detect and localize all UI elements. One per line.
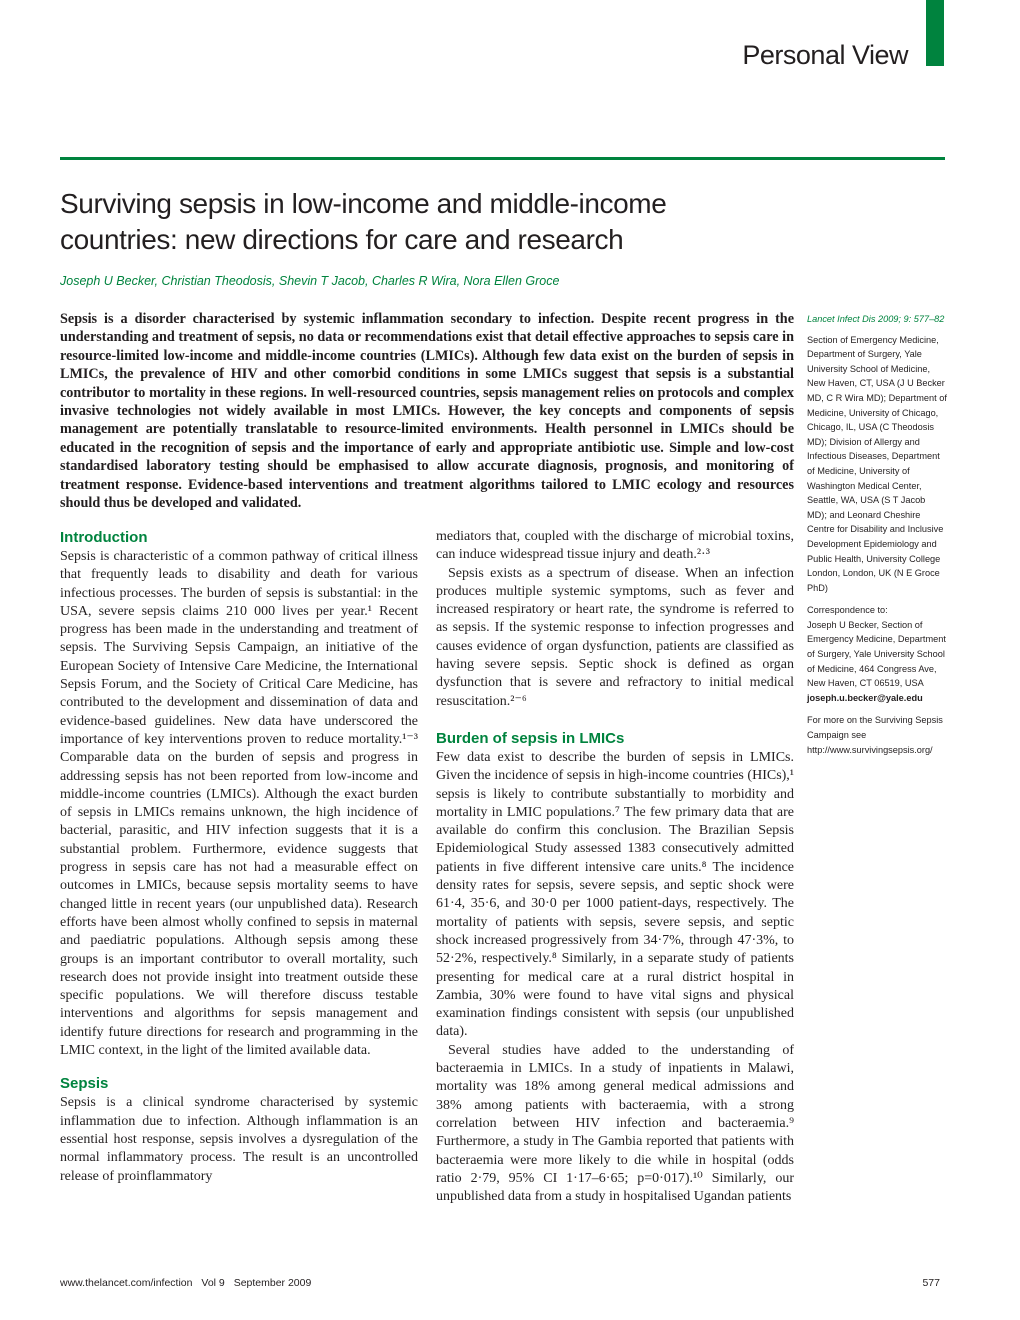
page-footer [60, 1277, 317, 1289]
header-rule [60, 157, 945, 160]
section-color-tab [926, 0, 944, 66]
affiliations: Section of Emergency Medicine, Department of Surgery, Yale University School of Medicine, New Haven, CT, USA (J U Becker MD, C R Wira MD); Department of Medicine, University of Chicago, Chicago, IL, USA (C Theodosis MD); Division of Allergy and Infectious Diseases, Department of Medicine, University of Washington Medical Center, Seattle, WA, USA (S T Jacob MD); and Leonard Cheshire Centre for Disability and Inclusive Development Epidemiology and Public Health, University College London, London, UK (N E Groce PhD) [807, 334, 947, 593]
burden-heading: Burden of sepsis in LMICs [436, 729, 625, 747]
journal-citation[interactable]: Lancet Infect Dis 2009; 9: 577–82 [807, 314, 945, 324]
correspondence-label: Correspondence to: [807, 605, 888, 616]
footer-volume: Vol 9 [201, 1277, 225, 1289]
introduction-heading: Introduction [60, 529, 148, 546]
spectrum-paragraph: Sepsis exists as a spectrum of disease. When an infection produces multiple systemic symptoms, such as fever and increased respiratory or heart rate, the syndrome is referred to as sepsis. If the systemic response to infection progresses and causes evidence of organ dysfunction, patients are classified as having severe sepsis. Septic shock is defined as organ dysfunction that is severe and refractory to initial medical resuscitation.²⁻⁶ [436, 565, 794, 709]
burden-paragraph: Few data exist to describe the burden of sepsis in LMICs. Given the incidence of sepsis in high-income countries (HICs),¹ sepsis is likely to contribute substantially to morbidity and mortality in LMIC populations.⁷ The few primary data that are available do confirm this conclusion. The Brazilian Sepsis Epidemiological Study assessed 1383 consecutively admitted patients in five different intensive care units.⁸ The incidence density rates for sepsis, severe sepsis, and septic shock were 61·4, 35·6, and 30·0 per 1000 patient-days, respectively. The mortality of patients with sepsis, severe sepsis, and septic shock increased progressively from 34·7%, through 47·3%, to 52·2%, respectively.⁸ Similarly, in a separate study of patients presenting for medical care at a rural district hospital in Zambia, 30% were found to have vital signs and physical examination findings consistent with sepsis (our unpublished data). [436, 749, 794, 1040]
section-label: Personal View [742, 40, 908, 70]
email-link[interactable]: joseph.u.becker@yale.edu [807, 692, 923, 703]
footer-url[interactable]: www.thelancet.com/infection [60, 1277, 193, 1289]
continued-paragraph: mediators that, coupled with the discharge of microbial toxins, can induce widespread tissue injury and death.²·³ [436, 529, 794, 563]
article-title: Surviving sepsis in low-income and middle-income countries: new directions for care and research [60, 188, 667, 255]
margin-notes [807, 312, 947, 757]
author-list: Joseph U Becker, Christian Theodosis, Shevin T Jacob, Charles R Wira, Nora Ellen Groce [60, 274, 560, 288]
page-number: 577 [922, 1277, 940, 1289]
bacteraemia-paragraph: Several studies have added to the understanding of bacteraemia in LMICs. In a study of inpatients in Malawi, mortality was 18% among general medical admissions and 38% among patients with bacteraemia, with a strong correlation between HIV infection and bacteraemia.⁹ Furthermore, a study in The Gambia reported that patients with bacteraemia were more likely to die while in hospital (odds ratio 2·79, 95% CI 1·17–6·65; p=0·017).¹⁰ Similarly, our unpublished data from a study in hospitalised Ugandan patients [436, 1042, 794, 1205]
more-info-note[interactable]: For more on the Surviving Sepsis Campaign see http://www.survivingsepsis.org/ [807, 715, 943, 755]
correspondence-address: Joseph U Becker, Section of Emergency Medicine, Department of Surgery, Yale University School of Medicine, 464 Congress Ave, New Haven, CT 06519, USA [807, 619, 946, 689]
introduction-paragraph: Sepsis is characteristic of a common pathway of critical illness that frequently leads to disability and death for various infectious processes. The burden of sepsis is substantial: in the USA, severe sepsis claims 210 000 lives per year.¹ Recent progress has been made in the understanding and treatment of sepsis. The Surviving Sepsis Campaign, an initiative of the European Society of Intensive Care Medicine, the International Sepsis Forum, and the Society of Critical Care Medicine, has contributed to the development and dissemination of data and evidence-based guidelines. New data have underscored the importance of key interventions proven to reduce mortality.¹⁻³ Comparable data on the burden of sepsis and progress in addressing sepsis has not been reported from low-income and middle-income countries (LMICs). Although the exact burden of sepsis in LMICs remains unknown, the high incidence of bacterial, parasitic, and HIV infection suggests that it is a substantial problem. Furthermore, evidence suggests that progress in sepsis care has not had a measurable effect on outcomes in LMICs, because sepsis mortality seems to have changed little in recent years (our unpublished data). Research efforts have been almost wholly confined to sepsis in maternal and paediatric populations. Although sepsis among these groups is an important contributor to overall mortality, such research does not provide insight into treatment outside these specific populations. We will therefore discuss testable interventions and algorithms for sepsis management and identify future directions for research and programming in the LMIC context, in the light of the limited available data. [60, 549, 418, 1059]
footer-date: September 2009 [233, 1277, 312, 1289]
abstract: Sepsis is a disorder characterised by systemic inflammation secondary to infection. Despite recent progress in the understanding and treatment of sepsis, no data or recommendations exist that detail effective approaches to sepsis care in resource-limited low-income and middle-income countries (LMICs). Although few data exist on the burden of sepsis in LMICs, the prevalence of HIV and other comorbid conditions in some LMICs suggest that sepsis is a substantial contributor to mortality in these regions. In well-resourced countries, sepsis management relies on protocols and complex invasive technologies not widely available in most LMICs. However, the key concepts and components of sepsis management are potentially translatable to resource-limited environments. Health personnel in LMICs should be educated in the recognition of sepsis and the importance of early and appropriate antibiotic use. Simple and low-cost standardised laboratory testing should be emphasised to allow accurate diagnosis, prognosis, and monitoring of treatment response. Evidence-based interventions and treatment algorithms tailored to LMIC ecology and resources should thus be developed and validated. [60, 311, 794, 512]
body-column-2 [436, 528, 794, 1206]
body-column-1 [60, 528, 418, 1186]
sepsis-paragraph: Sepsis is a clinical syndrome characterised by systemic inflammation due to infection. Although inflammation is an essential host response, sepsis involves a dysregulation of the normal inflammatory process. The result is an uncontrolled release of proinflammatory [60, 1095, 418, 1184]
sepsis-heading: Sepsis [60, 1075, 109, 1093]
